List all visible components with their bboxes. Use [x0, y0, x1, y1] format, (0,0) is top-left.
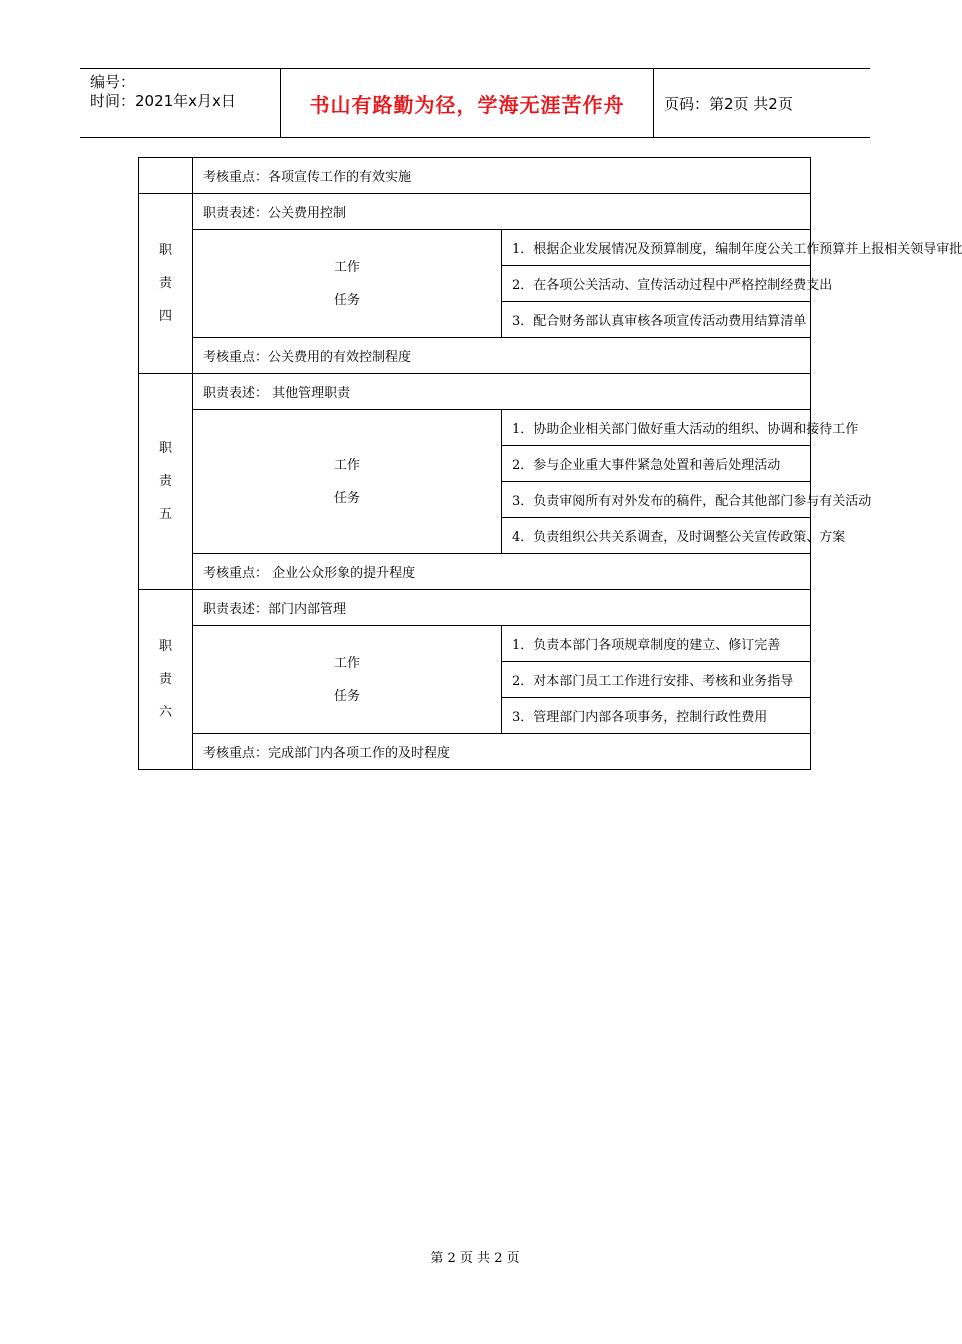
- header-page-cell: [654, 69, 870, 137]
- table-row: [139, 194, 811, 230]
- duty-label-6: 职 责 六: [139, 590, 193, 770]
- task-item: 2．在各项公关活动、宣传活动过程中严格控制经费支出: [502, 266, 811, 302]
- header-meta: [80, 69, 281, 137]
- document-number-label: 编号：: [90, 73, 136, 91]
- table-row: [139, 554, 811, 590]
- task-item: 2．对本部门员工工作进行安排、考核和业务指导: [502, 662, 811, 698]
- page-footer: 第 2 页 共 2 页: [430, 1251, 520, 1266]
- table-row: [139, 374, 811, 410]
- task-item: 1．根据企业发展情况及预算制度，编制年度公关工作预算并上报相关领导审批: [502, 230, 811, 266]
- header-page-number: 页码：第2页 共2页: [664, 94, 793, 113]
- task-item: 3．管理部门内部各项事务，控制行政性费用: [502, 698, 811, 734]
- duty-description: 职责表述：公关费用控制: [193, 194, 811, 230]
- duty-description: 职责表述： 其他管理职责: [193, 374, 811, 410]
- page-header: [80, 68, 870, 138]
- table-row: [139, 230, 811, 266]
- task-item: 1．负责本部门各项规章制度的建立、修订完善: [502, 626, 811, 662]
- assessment-focus: 考核重点： 企业公众形象的提升程度: [193, 554, 811, 590]
- header-motto-cell: [281, 69, 654, 137]
- assessment-focus: 考核重点：公关费用的有效控制程度: [193, 338, 811, 374]
- duty-label-5: 职 责 五: [139, 374, 193, 590]
- header-motto: 书山有路勤为径，学海无涯苦作舟: [309, 92, 625, 117]
- assessment-focus: 考核重点：完成部门内各项工作的及时程度: [193, 734, 811, 770]
- duty-table: [138, 157, 962, 770]
- duty-label-4: 职 责 四: [139, 194, 193, 374]
- table-row: [139, 590, 811, 626]
- work-task-label: 工作 任务: [193, 626, 502, 734]
- task-item: 2．参与企业重大事件紧急处置和善后处理活动: [502, 446, 811, 482]
- table-row: [139, 338, 811, 374]
- table-row: [139, 410, 811, 446]
- assessment-focus: 考核重点：各项宣传工作的有效实施: [193, 158, 811, 194]
- table-row: [139, 734, 811, 770]
- task-item: 3．配合财务部认真审核各项宣传活动费用结算清单: [502, 302, 811, 338]
- task-item: 3．负责审阅所有对外发布的稿件，配合其他部门参与有关活动: [502, 482, 811, 518]
- task-item: 4．负责组织公共关系调查，及时调整公关宣传政策、方案: [502, 518, 811, 554]
- work-task-label: 工作 任务: [193, 410, 502, 554]
- task-item: 1．协助企业相关部门做好重大活动的组织、协调和接待工作: [502, 410, 811, 446]
- empty-cell: [139, 158, 193, 194]
- duty-description: 职责表述：部门内部管理: [193, 590, 811, 626]
- work-task-label: 工作 任务: [193, 230, 502, 338]
- table-row: [139, 158, 811, 194]
- document-date-label: 时间：2021年x月x日: [90, 92, 236, 110]
- table-row: [139, 626, 811, 662]
